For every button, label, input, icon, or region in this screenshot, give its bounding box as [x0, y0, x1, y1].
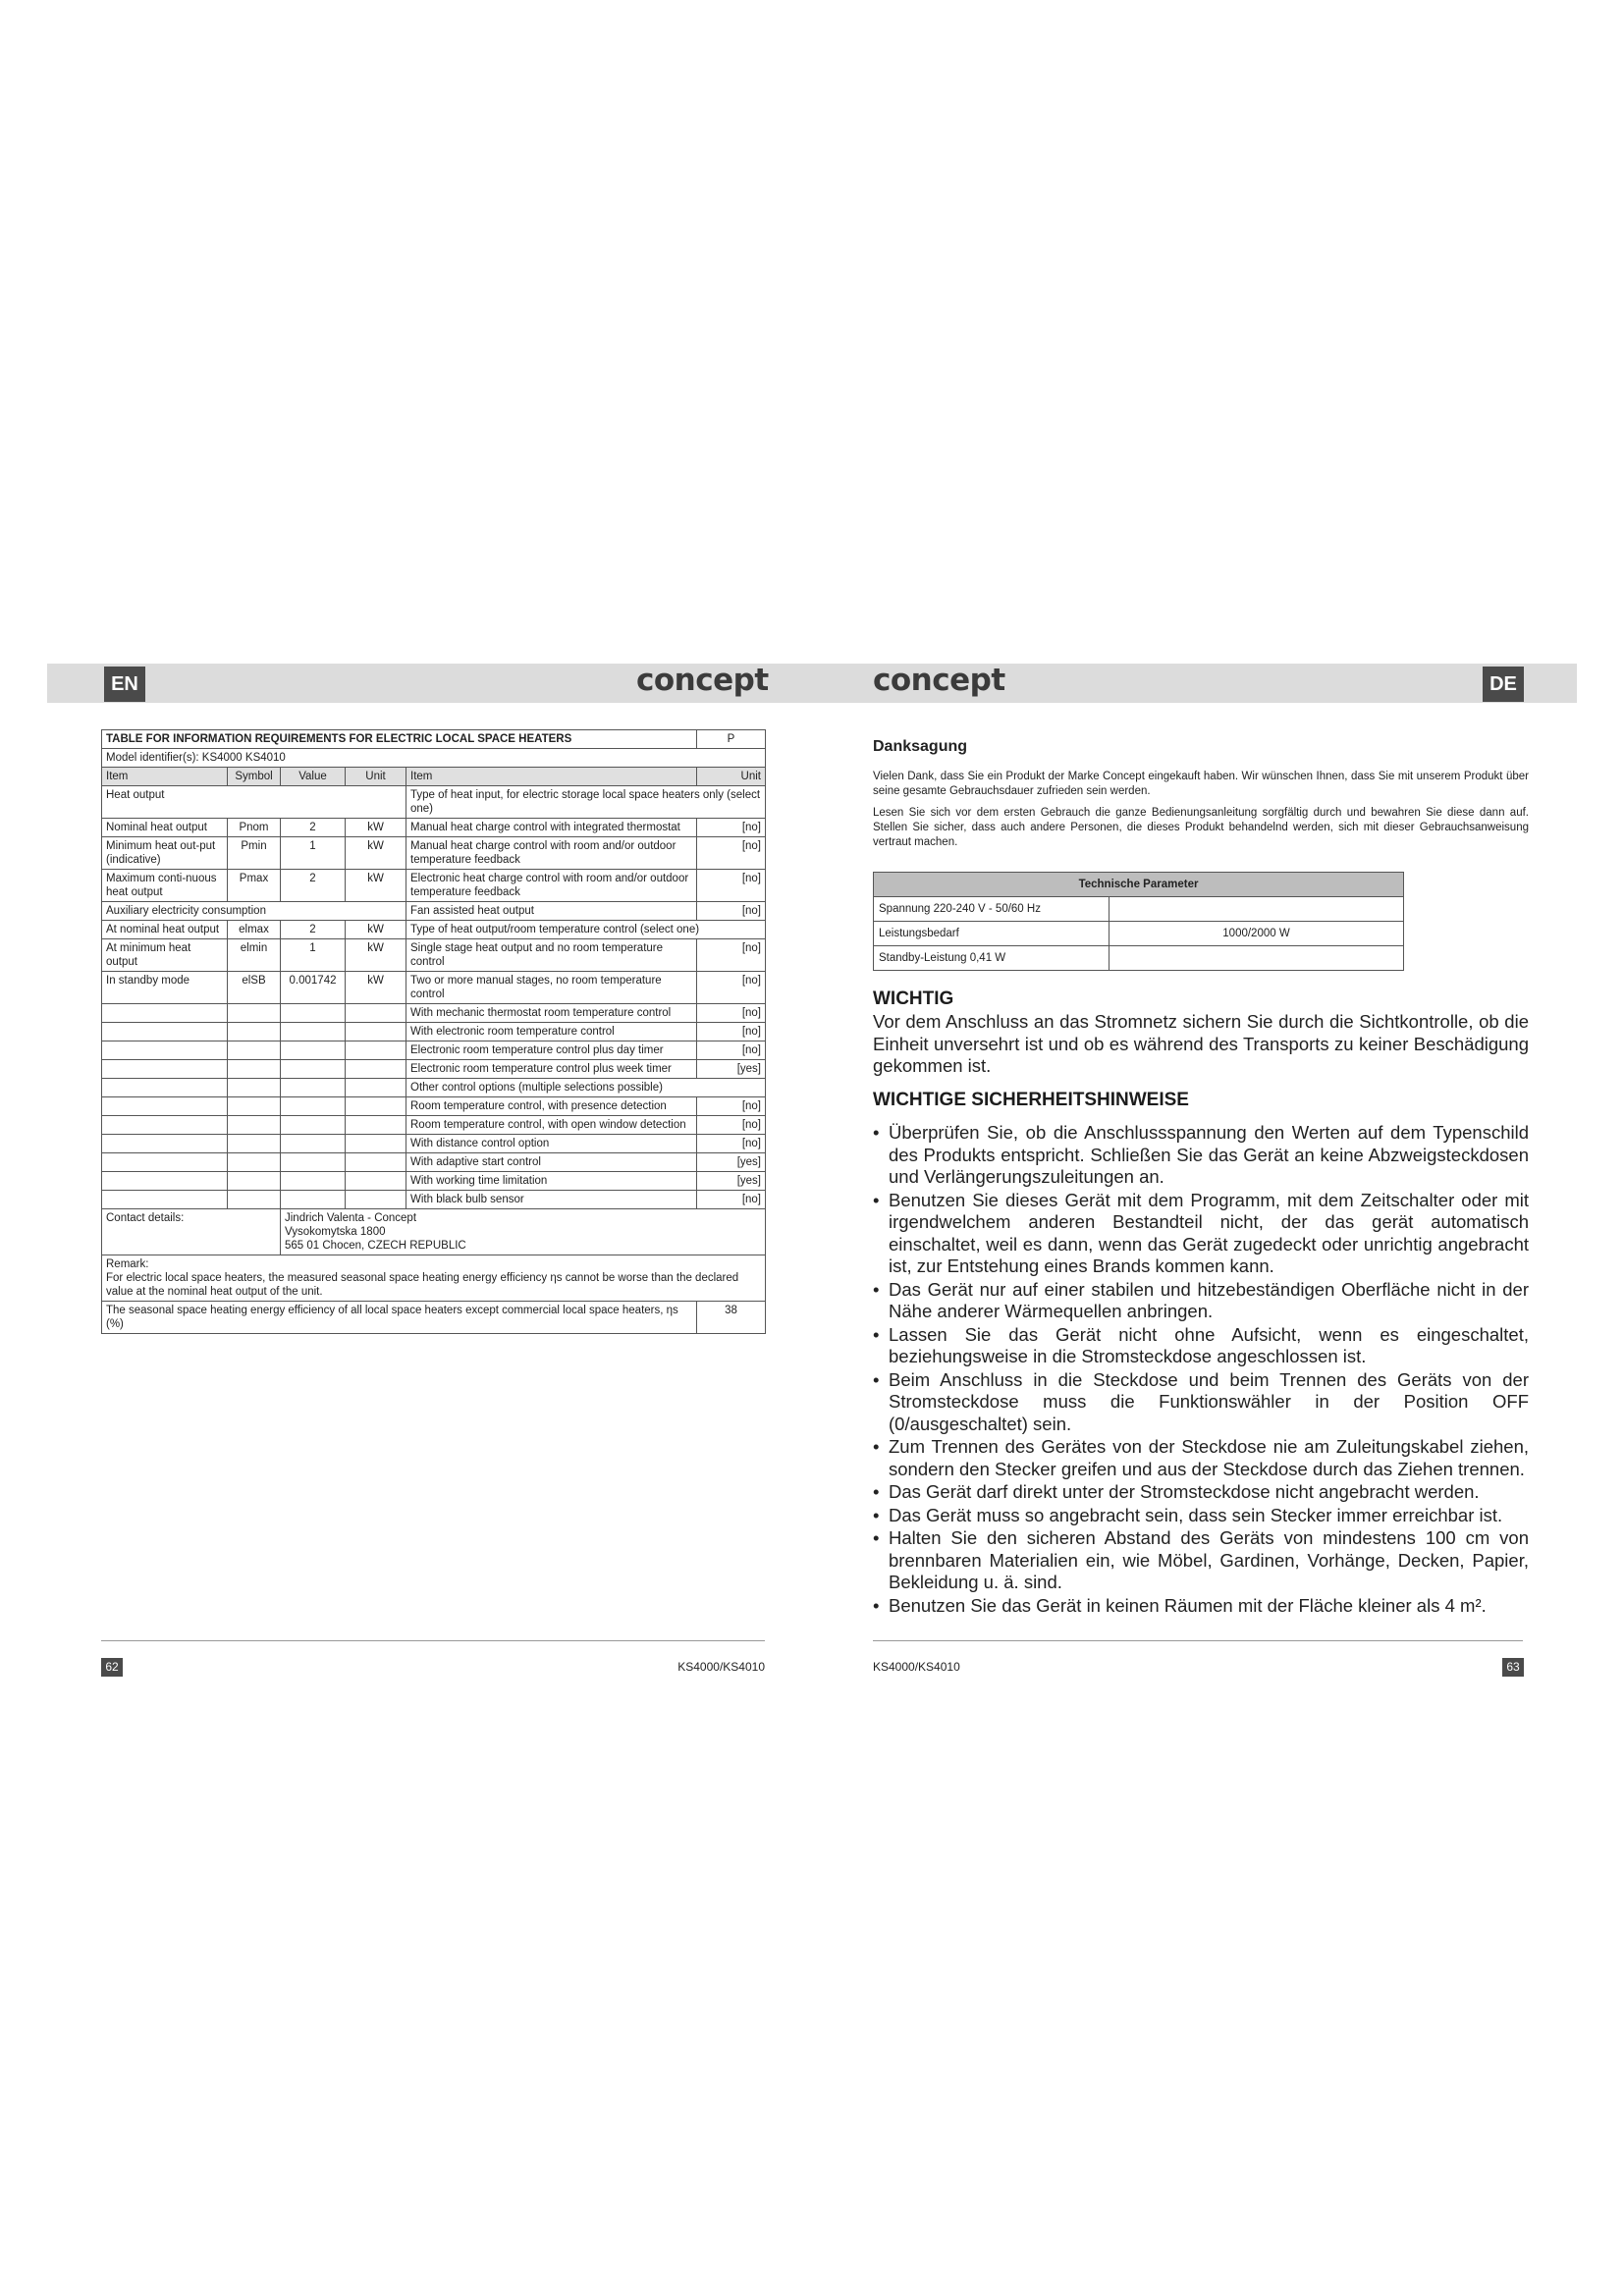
safety-list: [873, 1122, 1529, 1618]
table-cell: [281, 1023, 346, 1041]
table-cell: At minimum heat output: [102, 939, 228, 972]
safety-item: • Benutzen Sie das Gerät in keinen Räumen mit der Fläche kleiner als 4 m².: [873, 1595, 1529, 1618]
table-cell: [346, 1172, 406, 1191]
table-cell: Auxiliary electricity consumption: [102, 902, 406, 921]
table-row: [102, 1079, 766, 1097]
table-row: [102, 1116, 766, 1135]
table-row: [102, 870, 766, 902]
table-cell: [102, 1079, 228, 1097]
table-row: [102, 921, 766, 939]
efficiency-row: [102, 1302, 766, 1334]
table-row: [874, 946, 1404, 971]
table-cell: 1: [281, 939, 346, 972]
contact-label: Contact details:: [102, 1209, 281, 1255]
contact-line: Vysokomytska 1800: [285, 1226, 386, 1238]
table-cell: [102, 1116, 228, 1135]
table-cell: Single stage heat output and no room temperature control: [406, 939, 697, 972]
table-cell: [228, 1041, 281, 1060]
safety-item: • Das Gerät nur auf einer stabilen und hitzebeständigen Oberfläche nicht in der Nähe anderer Wärmequellen anbringen.: [873, 1279, 1529, 1323]
table-cell: [no]: [697, 939, 766, 972]
table-cell: [no]: [697, 972, 766, 1004]
safety-item: • Zum Trennen des Gerätes von der Steckdose nie am Zuleitungskabel ziehen, sondern den Stecker greifen und aus der Steckdose durch das Ziehen trennen.: [873, 1436, 1529, 1480]
table-row: [102, 939, 766, 972]
table-cell: Other control options (multiple selections possible): [406, 1079, 766, 1097]
table-cell: With distance control option: [406, 1135, 697, 1153]
table-cell: Manual heat charge control with integrated thermostat: [406, 819, 697, 837]
safety-item: • Überprüfen Sie, ob die Anschlussspannung den Werten auf dem Typenschild des Produkts entspricht. Schließen Sie das Gerät an keine Abzweigsteckdosen und Verlängerungszuleitungen an.: [873, 1122, 1529, 1189]
table-cell: With working time limitation: [406, 1172, 697, 1191]
table-cell: [228, 1153, 281, 1172]
table-cell: Type of heat input, for electric storage local space heaters only (select one): [406, 786, 766, 819]
table-cell: [346, 1041, 406, 1060]
table-cell: [346, 1079, 406, 1097]
table-cell: [228, 1116, 281, 1135]
table-cell: [346, 1153, 406, 1172]
contact-line: Jindrich Valenta - Concept: [285, 1212, 417, 1224]
table-cell: With mechanic thermostat room temperature control: [406, 1004, 697, 1023]
table-cell: elSB: [228, 972, 281, 1004]
language-badge: DE: [1483, 667, 1524, 702]
table-cell: [228, 1023, 281, 1041]
table-title-row: [102, 730, 766, 749]
table-cell: 0.001742: [281, 972, 346, 1004]
efficiency-text: The seasonal space heating energy efficiency of all local space heaters except commercial local space heaters, ηs (%): [102, 1302, 697, 1334]
table-cell: [yes]: [697, 1172, 766, 1191]
efficiency-value: 38: [697, 1302, 766, 1334]
table-cell: Minimum heat out-put (indicative): [102, 837, 228, 870]
table-cell: [102, 1097, 228, 1116]
table-row: [102, 972, 766, 1004]
table-cell: [no]: [697, 1116, 766, 1135]
footer-model: KS4000/KS4010: [873, 1660, 960, 1674]
safety-item: • Benutzen Sie dieses Gerät mit dem Programm, mit dem Zeitschalter oder mit irgendwelchem anderen Bestandteil nicht, der das gerät automatisch einschaltet, weil es dann, wenn das Gerät zugedeckt oder unrichtig angebracht ist, zur Entstehung eines Brands kommen kann.: [873, 1190, 1529, 1278]
column-header: Item: [406, 768, 697, 786]
table-cell: [281, 1004, 346, 1023]
tech-cell: 1000/2000 W: [1110, 922, 1404, 946]
tech-cell: Standby-Leistung 0,41 W: [874, 946, 1110, 971]
table-cell: [102, 1191, 228, 1209]
table-cell: With electronic room temperature control: [406, 1023, 697, 1041]
table-row: [102, 1097, 766, 1116]
table-cell: kW: [346, 921, 406, 939]
thanks-paragraph-1: Vielen Dank, dass Sie ein Produkt der Marke Concept eingekauft haben. Wir wünschen Ihnen, dass Sie mit unserem Produkt über seine gesamte Gebrauchsdauer zufrieden sein werden.: [873, 771, 1529, 797]
table-cell: [346, 1116, 406, 1135]
table-cell: Pmin: [228, 837, 281, 870]
table-cell: [102, 1041, 228, 1060]
model-identifier: Model identifier(s): KS4000 KS4010: [102, 749, 766, 768]
brand-logo: concept: [636, 663, 769, 698]
page-number: 62: [101, 1658, 123, 1677]
contact-details: [281, 1209, 766, 1255]
table-cell: [281, 1060, 346, 1079]
table-row: [102, 1041, 766, 1060]
remark-label: Remark:: [106, 1258, 149, 1270]
table-cell: Room temperature control, with open window detection: [406, 1116, 697, 1135]
table-cell: [281, 1172, 346, 1191]
table-cell: [228, 1097, 281, 1116]
table-cell: Room temperature control, with presence detection: [406, 1097, 697, 1116]
table-cell: Nominal heat output: [102, 819, 228, 837]
table-cell: Electronic room temperature control plus week timer: [406, 1060, 697, 1079]
table-cell: [281, 1191, 346, 1209]
model-identifier-row: [102, 749, 766, 768]
brand-logo: concept: [873, 663, 1005, 698]
tech-table-header: Technische Parameter: [874, 873, 1404, 897]
tech-cell: Leistungsbedarf: [874, 922, 1110, 946]
table-cell: [228, 1191, 281, 1209]
table-row: [874, 897, 1404, 922]
footer-rule: [101, 1640, 765, 1641]
table-cell: [228, 1135, 281, 1153]
table-row: [102, 1135, 766, 1153]
table-cell: [346, 1004, 406, 1023]
table-cell: [no]: [697, 1135, 766, 1153]
table-cell: 2: [281, 870, 346, 902]
table-row: [102, 1153, 766, 1172]
table-row: [102, 1060, 766, 1079]
table-cell: 2: [281, 921, 346, 939]
table-header-row: [102, 768, 766, 786]
table-row: [102, 1191, 766, 1209]
table-cell: Manual heat charge control with room and/or outdoor temperature feedback: [406, 837, 697, 870]
table-row: [102, 819, 766, 837]
table-cell: Pmax: [228, 870, 281, 902]
table-cell: In standby mode: [102, 972, 228, 1004]
table-cell: Type of heat output/room temperature control (select one): [406, 921, 766, 939]
tech-cell: Spannung 220-240 V - 50/60 Hz: [874, 897, 1110, 922]
table-cell: [no]: [697, 1097, 766, 1116]
thanks-text: [873, 770, 1529, 850]
safety-heading: WICHTIGE SICHERHEITSHINWEISE: [873, 1090, 1189, 1110]
column-header: Unit: [346, 768, 406, 786]
column-header: Symbol: [228, 768, 281, 786]
table-cell: 1: [281, 837, 346, 870]
safety-item: • Das Gerät darf direkt unter der Stromsteckdose nicht angebracht werden.: [873, 1481, 1529, 1504]
tech-cell: [1110, 946, 1404, 971]
table-cell: [102, 1023, 228, 1041]
thanks-heading: Danksagung: [873, 738, 968, 755]
column-header: Value: [281, 768, 346, 786]
table-cell: [102, 1153, 228, 1172]
table-row: [102, 1023, 766, 1041]
table-row: [102, 1004, 766, 1023]
footer-rule: [873, 1640, 1523, 1641]
table-cell: [281, 1116, 346, 1135]
table-cell: elmax: [228, 921, 281, 939]
table-cell: [281, 1041, 346, 1060]
table-cell: [102, 1004, 228, 1023]
contact-row: [102, 1209, 766, 1255]
remark-text: For electric local space heaters, the measured seasonal space heating energy efficiency ηs cannot be worse than the declared value at the nominal heat output of the unit.: [106, 1272, 739, 1298]
safety-item: • Halten Sie den sicheren Abstand des Geräts von mindestens 100 cm von brennbaren Materialien ein, wie Möbel, Gardinen, Vorhänge, Decken, Papier, Bekleidung u. ä. sind.: [873, 1527, 1529, 1594]
table-cell: 2: [281, 819, 346, 837]
table-cell: kW: [346, 972, 406, 1004]
table-cell: [228, 1004, 281, 1023]
column-header: Item: [102, 768, 228, 786]
technical-parameters-table: [873, 872, 1404, 971]
info-requirements-table: [101, 729, 766, 1334]
table-cell: [no]: [697, 819, 766, 837]
table-row: [102, 837, 766, 870]
safety-item: • Beim Anschluss in die Steckdose und beim Trennen des Geräts von der Stromsteckdose muss die Funktionswähler in der Position OFF (0/ausgeschaltet) sein.: [873, 1369, 1529, 1436]
table-row: [102, 902, 766, 921]
important-heading: WICHTIG: [873, 988, 954, 1009]
table-cell: [228, 1079, 281, 1097]
table-cell: [yes]: [697, 1060, 766, 1079]
safety-item: • Das Gerät muss so angebracht sein, dass sein Stecker immer erreichbar ist.: [873, 1505, 1529, 1527]
table-cell: [no]: [697, 902, 766, 921]
table-row: [874, 922, 1404, 946]
table-cell: [no]: [697, 837, 766, 870]
table-row: [102, 1172, 766, 1191]
table-cell: kW: [346, 939, 406, 972]
table-cell: [281, 1153, 346, 1172]
table-cell: [no]: [697, 1004, 766, 1023]
table-cell: [281, 1097, 346, 1116]
important-text: Vor dem Anschluss an das Stromnetz sichern Sie durch die Sichtkontrolle, ob die Einheit unversehrt ist und ob es während des Transports zu keiner Beschädigung gekommen ist.: [873, 1011, 1529, 1076]
table-cell: [346, 1135, 406, 1153]
table-cell: At nominal heat output: [102, 921, 228, 939]
column-header: Unit: [697, 768, 766, 786]
footer-model: KS4000/KS4010: [677, 1660, 765, 1674]
table-cell: Two or more manual stages, no room temperature control: [406, 972, 697, 1004]
tech-cell: [1110, 897, 1404, 922]
table-cell: [346, 1097, 406, 1116]
table-cell: With black bulb sensor: [406, 1191, 697, 1209]
table-cell: [281, 1079, 346, 1097]
safety-item: • Lassen Sie das Gerät nicht ohne Aufsicht, wenn es eingeschaltet, beziehungsweise in die Stromsteckdose angeschlossen ist.: [873, 1324, 1529, 1368]
table-cell: [346, 1191, 406, 1209]
table-cell: Pnom: [228, 819, 281, 837]
table-cell: [346, 1060, 406, 1079]
table-cell: [228, 1172, 281, 1191]
table-cell: Maximum conti-nuous heat output: [102, 870, 228, 902]
remark-cell: [102, 1255, 766, 1302]
remark-row: [102, 1255, 766, 1302]
thanks-paragraph-2: Lesen Sie sich vor dem ersten Gebrauch die ganze Bedienungsanleitung sorgfältig durch und bewahren Sie diese dann auf. Stellen Sie sicher, dass auch andere Personen, die dieses Produkt behandelnd werden, sich mit dieser Gebrauchsanweisung vertraut machen.: [873, 807, 1529, 848]
table-cell: [346, 1023, 406, 1041]
table-cell: [no]: [697, 1023, 766, 1041]
contact-line: 565 01 Chocen, CZECH REPUBLIC: [285, 1240, 466, 1252]
table-title-p: P: [697, 730, 766, 749]
table-cell: [102, 1135, 228, 1153]
table-cell: Electronic room temperature control plus day timer: [406, 1041, 697, 1060]
table-cell: [no]: [697, 870, 766, 902]
table-cell: [281, 1135, 346, 1153]
table-cell: [228, 1060, 281, 1079]
table-cell: elmin: [228, 939, 281, 972]
table-cell: [no]: [697, 1191, 766, 1209]
table-cell: Heat output: [102, 786, 406, 819]
table-cell: Electronic heat charge control with room and/or outdoor temperature feedback: [406, 870, 697, 902]
table-cell: kW: [346, 870, 406, 902]
table-cell: With adaptive start control: [406, 1153, 697, 1172]
right-page: [812, 0, 1624, 2296]
language-badge: EN: [104, 667, 145, 702]
table-cell: [yes]: [697, 1153, 766, 1172]
table-title: TABLE FOR INFORMATION REQUIREMENTS FOR ELECTRIC LOCAL SPACE HEATERS: [102, 730, 697, 749]
table-cell: Fan assisted heat output: [406, 902, 697, 921]
table-cell: kW: [346, 819, 406, 837]
table-cell: kW: [346, 837, 406, 870]
table-row: [102, 786, 766, 819]
page-number: 63: [1502, 1658, 1524, 1677]
table-cell: [no]: [697, 1041, 766, 1060]
table-cell: [102, 1060, 228, 1079]
table-cell: [102, 1172, 228, 1191]
